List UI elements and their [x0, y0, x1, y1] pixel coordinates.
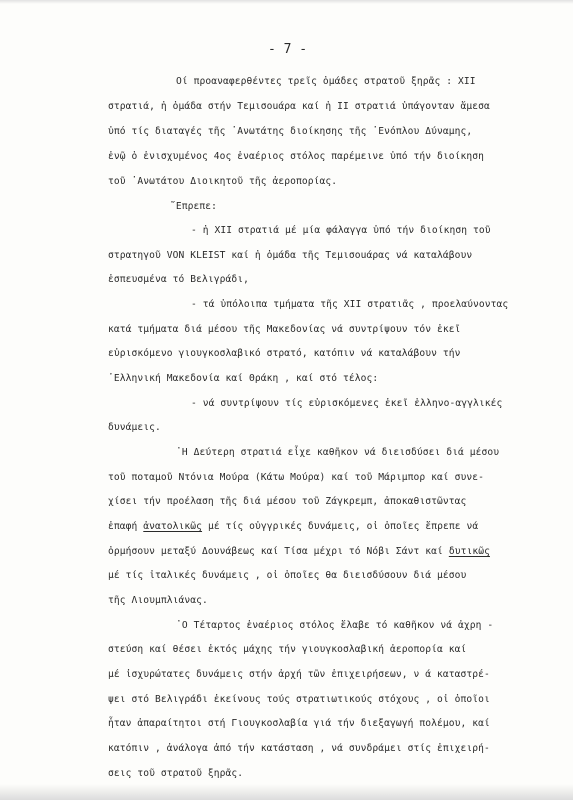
text-segment: ὁρμήσουν μεταξύ Δουνάβεως καί Τίσα μέχρι τό Νόβι Σάντ καί [108, 546, 443, 557]
text-line: ὑπό τίς διαταγές τῆς ᾿Ανωτάτης διοίκησης τῆς ᾿Ενόπλου Δύναμης, [108, 126, 473, 137]
text-line: τοῦ ποταμοῦ Ντόνια Μούρα (Κάτω Μούρα) καί τοῦ Μάριμπορ καί συνε- [108, 472, 485, 483]
text-line: σεις τοῦ στρατοῦ ξηρᾶς. [108, 768, 244, 779]
text-line: - τά ὑπόλοιπα τμήματα τῆς XII στρατιᾶς , προελαύνοντας [191, 299, 509, 310]
text-line: τοῦ ᾿Ανωτάτου Διοικητοῦ τῆς ἀεροπορίας. [108, 176, 338, 187]
underlined-word: δυτικῶς [448, 546, 490, 557]
text-segment: ἐπαφή [108, 521, 138, 532]
page-number: - 7 - [268, 42, 308, 57]
text-line: ἦταν ἀπαραίτητοι στή Γιουγκοσλαβία γιά τήν διεξαγωγή πολέμου, καί [108, 718, 490, 729]
text-line: εὑρισκόμενο γιουγκοσλαβικό στρατό, κατόπιν νά καταλάβουν τήν [108, 348, 461, 359]
text-line [108, 521, 478, 533]
text-line: - νά συντρίψουν τίς εὑρισκόμενες ἐκεῖ ἑλληνο-αγγλικές [191, 398, 503, 409]
text-line: κατά τμήματα διά μέσου τῆς Μακεδονίας νά συντρίψουν τόν ἐκεῖ [108, 324, 461, 335]
text-line: μέ τίς ἰταλικές δυνάμεις , οἱ ὁποῖες θα διεισδύσουν διά μέσου [108, 570, 467, 581]
text-line: Οί προαναφερθέντες τρεῖς ὁμάδες στρατοῦ ξηρᾶς : XII [176, 76, 476, 87]
text-line: ἐνῷ ὁ ἐνισχυμένος 4ος ἐναέριος στόλος παρέμεινε ὑπό τήν διοίκηση [108, 151, 485, 162]
text-line: ψει στό Βελιγράδι ἐκείνους τούς στρατιωτικούς στόχους , οἱ ὁποῖοι [108, 694, 490, 705]
text-line: ᾿Ελληνική Μακεδονία καί Θράκη , καί στό τέλος: [108, 373, 379, 384]
text-segment: μέ τίς οὑγγρικές δυνάμεις, οἱ ὁποῖες ἔπρεπε νά [207, 521, 479, 532]
text-line: χίσει τήν προέλαση τῆς διά μέσου τοῦ Ζάγκρεμπ, ἀποκαθιστῶντας [108, 496, 467, 507]
text-line: ἐσπευσμένα τό Βελιγράδι, [108, 274, 250, 285]
text-line: στρατιά, ἡ ὁμάδα στήν Τεμισοuάρα καί ἡ II στρατιά ὑπάγονταν ἄμεσα [108, 101, 490, 112]
text-line: μέ ἰσχυρώτατες δυνάμεις στήν ἀρχή τῶν ἐπιχειρήσεων, ν ά καταστρέ- [108, 669, 490, 680]
text-line: ῾Ο Τέταρτος ἐναέριος στόλος ἔλαβε τό καθῆκον νά ἀχρη - [176, 620, 494, 631]
text-line: ῾Η Δεύτερη στρατιά εἶχε καθῆκον νά διεισδύσει διά μέσου [176, 447, 500, 458]
scan-edge-bottom [0, 784, 573, 800]
text-line: ῎Επρεπε: [170, 201, 218, 212]
text-line: τῆς Λιουμπλιάνας. [108, 595, 208, 606]
text-line: κατόπιν , ἀνάλογα ἀπό τήν κατάσταση , νά συνδράμει στίς ἐπιχειρή- [108, 743, 490, 754]
underlined-word: ἀνατολικῶς [143, 521, 203, 532]
text-line: στρατηγοῦ VON KLEIST καί ἡ ὁμάδα τῆς Τεμισοuάρας νά καταλάβουν [108, 250, 473, 261]
scan-edge-top [0, 0, 573, 4]
text-line [108, 546, 490, 558]
text-line: - ἡ XII στρατιά μέ μία φάλαγγα ὑπό τήν διοίκηση τοῦ [191, 225, 491, 236]
text-line: στεύση καί θέσει ἐκτός μάχης τήν γιουγκοσλαβική ἀεροπορία καί [108, 644, 467, 655]
text-line: δυνάμεις. [108, 422, 161, 433]
